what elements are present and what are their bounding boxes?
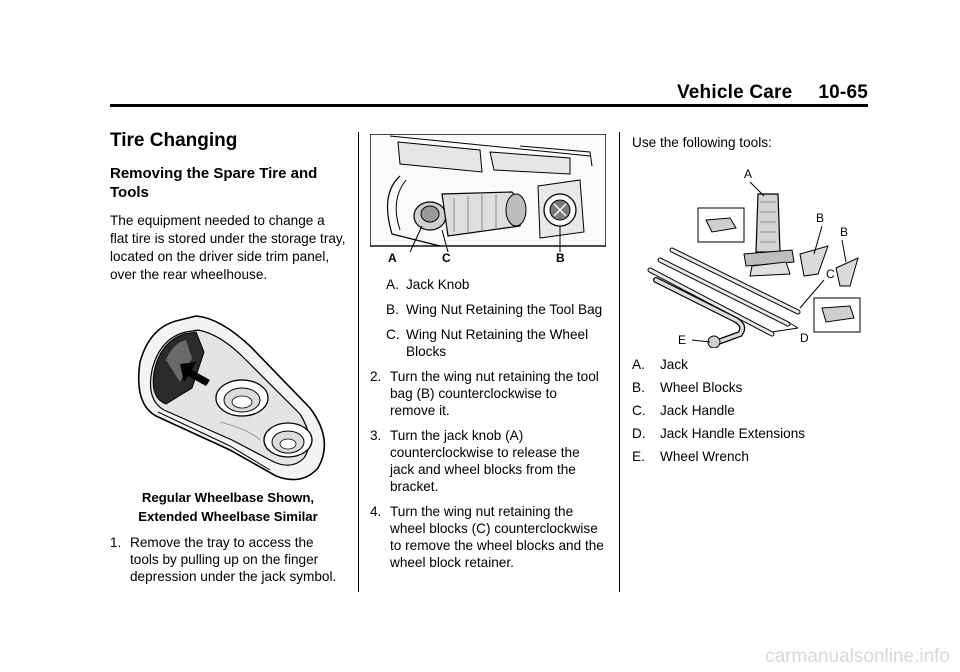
- column-1: [110, 126, 346, 593]
- tools-illustration: [632, 162, 868, 348]
- step-text: Turn the wing nut retaining the wheel blocks (C) counterclockwise to remove the wheel blocks and the wheel block retainer.: [390, 504, 604, 570]
- header-page-number: 10-65: [818, 82, 868, 103]
- legend-key: C.: [386, 327, 400, 342]
- legend-item: [370, 301, 606, 318]
- step-number: 4.: [370, 504, 382, 519]
- legend-item: [632, 448, 868, 465]
- legend-key: D.: [632, 426, 646, 441]
- legend-text: Wing Nut Retaining the Tool Bag: [406, 302, 603, 317]
- legend-item: [370, 326, 606, 360]
- caption-line-2: Extended Wheelbase Similar: [138, 509, 318, 524]
- fig-label-b: B: [840, 225, 849, 239]
- legend-key: B.: [386, 302, 399, 317]
- step-item: [370, 503, 606, 571]
- intro-paragraph: The equipment needed to change a flat tire is stored under the storage tray, located on the driver side trim panel, over the rear wheelhouse.: [110, 213, 346, 282]
- legend-text: Wheel Wrench: [660, 449, 749, 464]
- legend-key: C.: [632, 403, 646, 418]
- column-2: [370, 134, 606, 579]
- legend-item: [632, 356, 868, 373]
- step-item: [110, 534, 346, 585]
- caption-line-1: Regular Wheelbase Shown,: [141, 490, 315, 505]
- column-divider-2: [619, 132, 620, 592]
- legend-item: [632, 425, 868, 442]
- legend-text: Wheel Blocks: [660, 380, 743, 395]
- storage-tray-illustration: [110, 300, 346, 486]
- fig-label-c: C: [442, 251, 451, 265]
- step-text: Turn the jack knob (A) counterclockwise to release the jack and wheel blocks from the bracket.: [390, 428, 580, 494]
- legend-item: [632, 379, 868, 396]
- watermark: carmanualsonline.info: [765, 646, 950, 667]
- fig-label-e: E: [678, 333, 687, 347]
- fig-label-b: B: [556, 251, 565, 265]
- fig-label-d: D: [800, 331, 809, 345]
- fig-label-a: A: [744, 167, 753, 181]
- fig-label-b: B: [816, 211, 825, 225]
- legend-key: A.: [386, 277, 399, 292]
- steps-list-1: [110, 534, 346, 585]
- legend-text: Jack Handle: [660, 403, 735, 418]
- legend-text: Jack Knob: [406, 277, 470, 292]
- legend-key: E.: [632, 449, 645, 464]
- steps-list-2: [370, 368, 606, 571]
- column-divider-1: [358, 132, 359, 592]
- step-number: 3.: [370, 428, 382, 443]
- legend-key: A.: [632, 357, 645, 372]
- fig-label-c: C: [826, 267, 835, 281]
- jack-bracket-illustration: [370, 134, 606, 266]
- legend-text: Jack: [660, 357, 688, 372]
- tools-intro: Use the following tools:: [632, 135, 772, 150]
- figure-caption: [110, 488, 346, 526]
- column-3: [632, 134, 868, 471]
- legend-item: [632, 402, 868, 419]
- legend-key: B.: [632, 380, 645, 395]
- step-number: 1.: [110, 535, 122, 550]
- figure-legend-2: [370, 276, 606, 360]
- figure-legend-3: [632, 356, 868, 465]
- page-header: [677, 82, 868, 104]
- header-section: Vehicle Care: [676, 82, 793, 103]
- step-text: Remove the tray to access the tools by pulling up on the finger depression under the jack symbol.: [130, 535, 337, 584]
- step-item: [370, 368, 606, 419]
- legend-text: Wing Nut Retaining the Wheel Blocks: [406, 327, 589, 359]
- subsection-title: Removing the Spare Tire and Tools: [110, 165, 318, 201]
- legend-text: Jack Handle Extensions: [660, 426, 806, 441]
- step-item: [370, 427, 606, 495]
- header-rule: [110, 104, 868, 107]
- step-number: 2.: [370, 369, 382, 384]
- fig-label-a: A: [388, 251, 397, 265]
- section-title: Tire Changing: [110, 130, 238, 151]
- legend-item: [370, 276, 606, 293]
- step-text: Turn the wing nut retaining the tool bag (B) counterclockwise to remove it.: [390, 369, 599, 418]
